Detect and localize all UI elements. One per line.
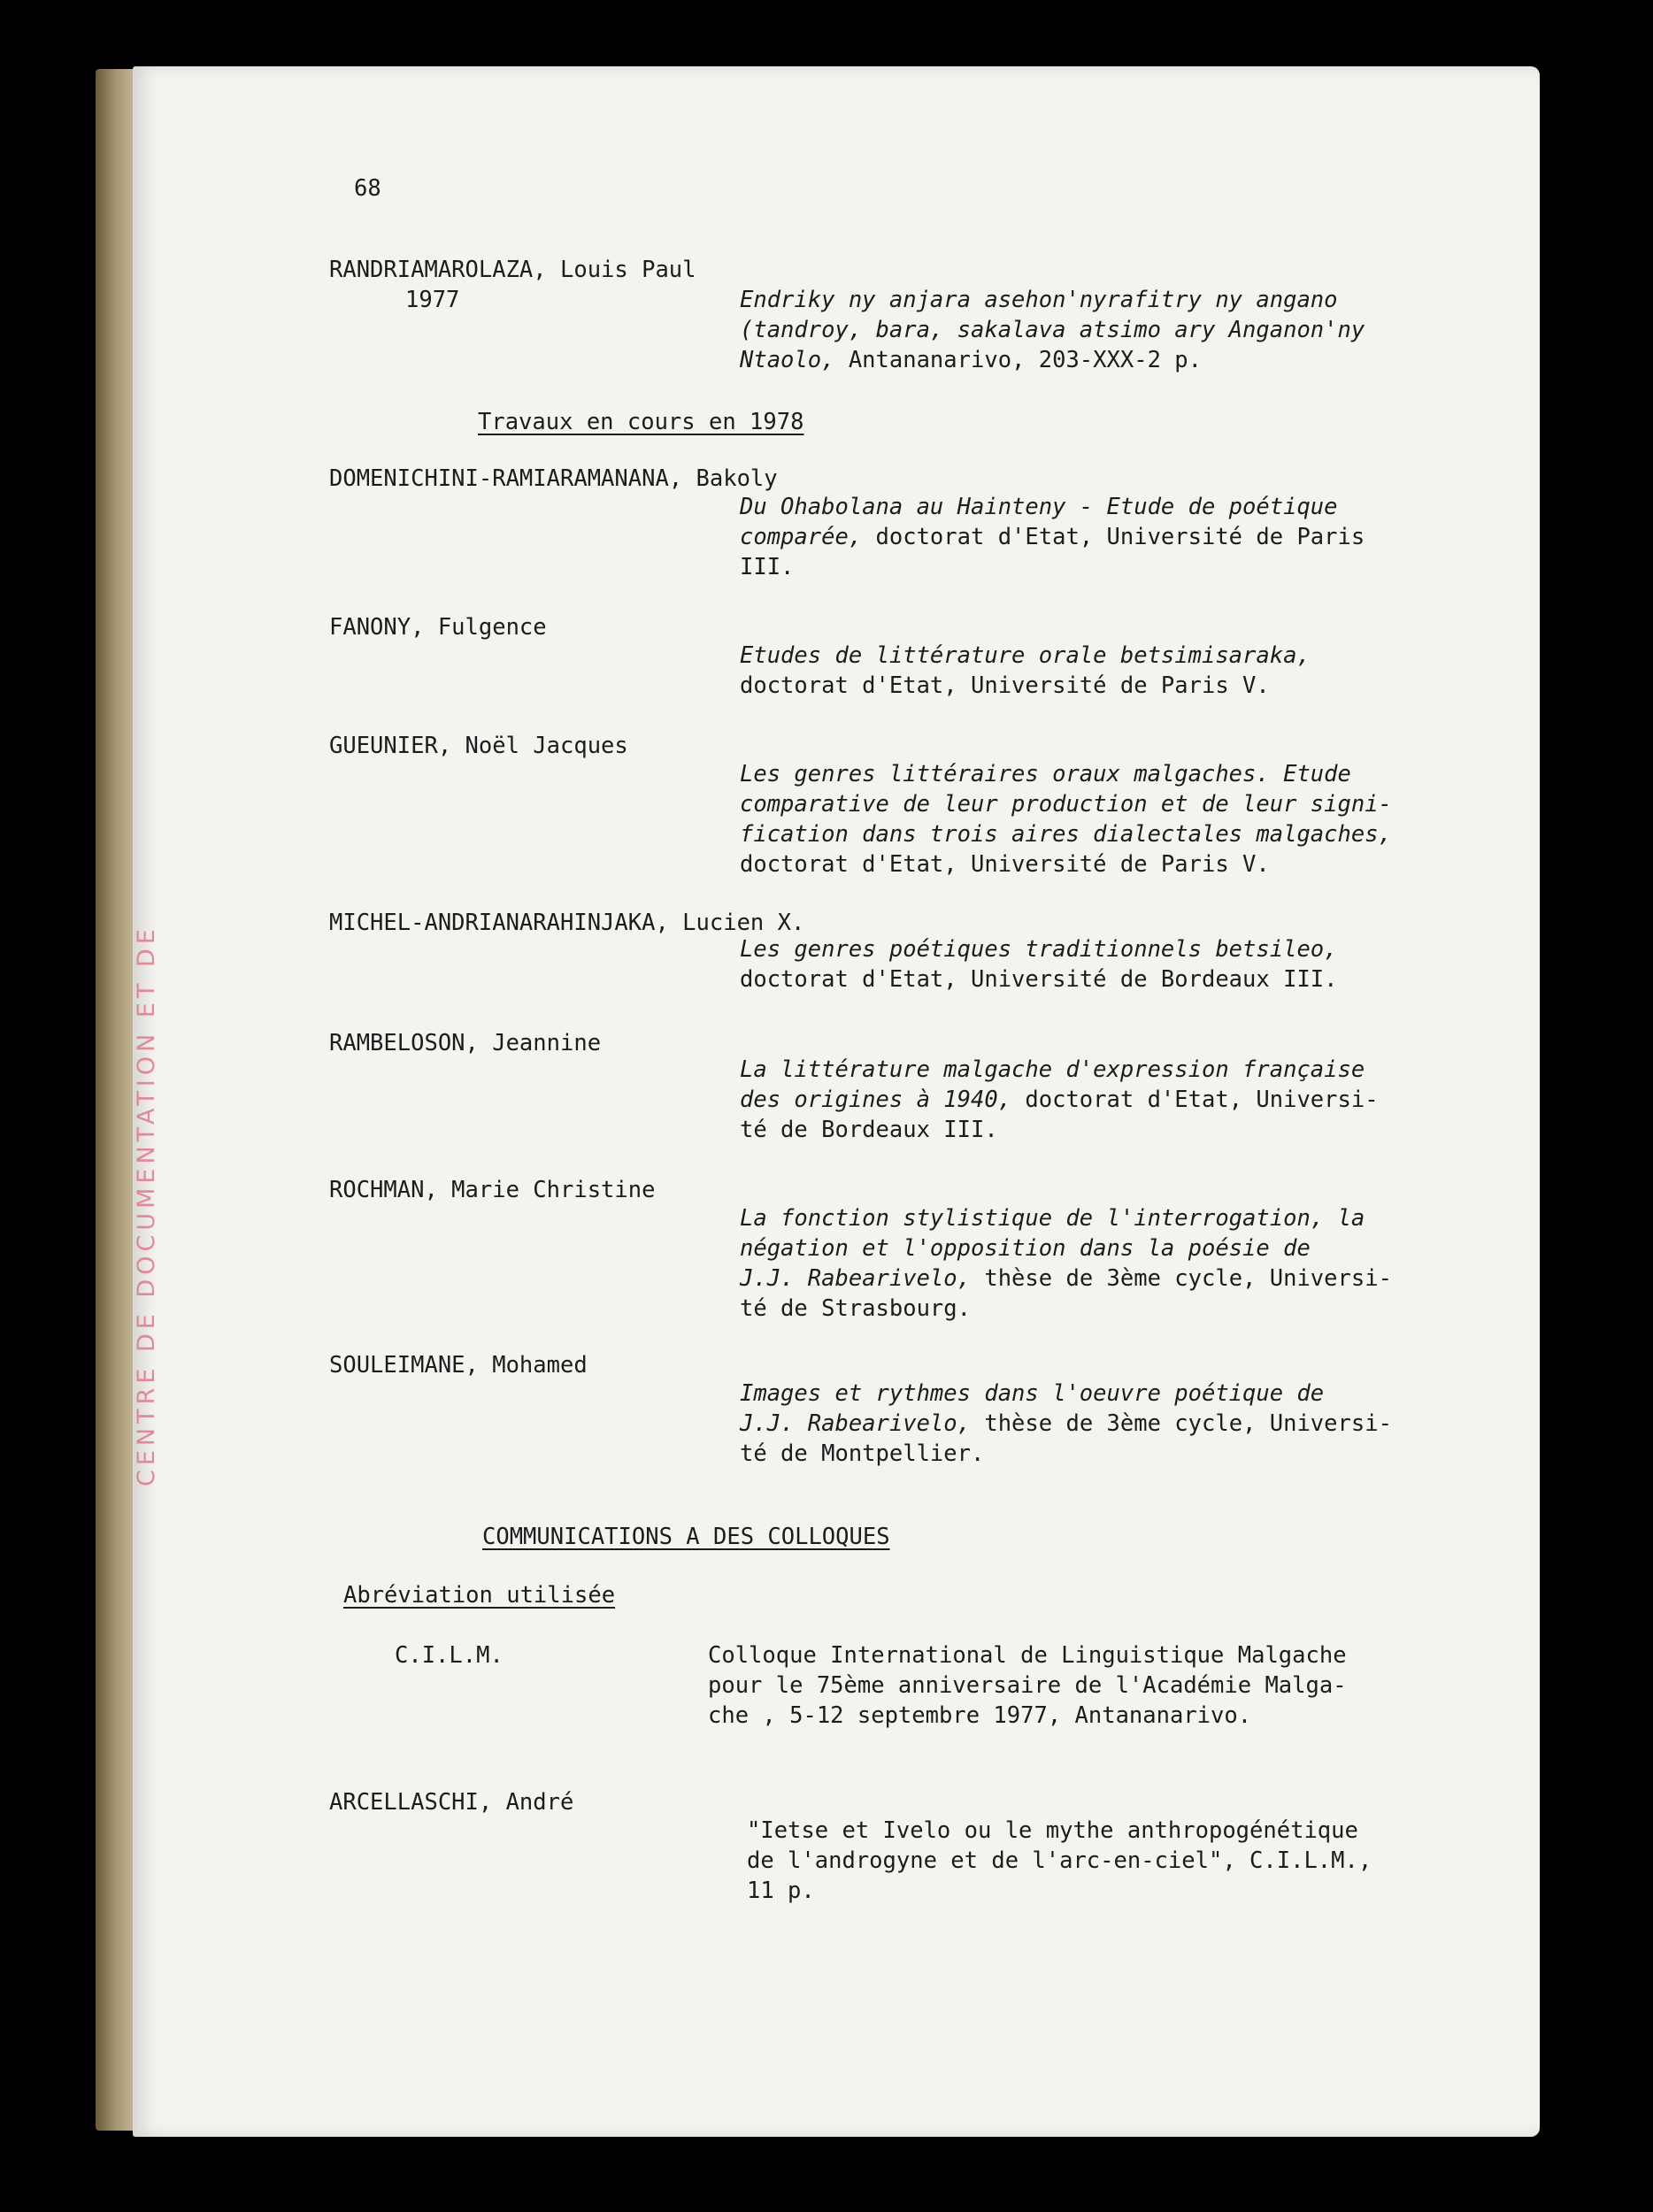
entry-year: 1977 xyxy=(405,287,460,313)
entry-description: "Ietse et Ivelo ou le mythe anthropogénétique de l'androgyne et de l'arc-en-ciel", C.I.L.M., 11 p. xyxy=(747,1817,1372,1904)
entry-description xyxy=(740,285,1365,375)
entry-author: ROCHMAN, Marie Christine xyxy=(329,1177,656,1203)
section-heading-communications: COMMUNICATIONS A DES COLLOQUES xyxy=(482,1524,890,1550)
entry-line: Ntaolo, Antananarivo, 203-XXX-2 p. xyxy=(740,347,1202,373)
abbreviation-code: C.I.L.M. xyxy=(395,1642,504,1669)
entry-author: SOULEIMANE, Mohamed xyxy=(329,1352,588,1379)
section-heading-travaux: Travaux en cours en 1978 xyxy=(478,409,804,435)
entry-author: MICHEL-ANDRIANARAHINJAKA, Lucien X. xyxy=(329,910,805,936)
entry-description: La fonction stylistique de l'interrogation, la négation et l'opposition dans la poésie de J.J. Rabearivelo, thèse de 3ème cycle, Universi- té de Strasbourg. xyxy=(740,1205,1392,1322)
abbreviation-definition: Colloque International de Linguistique Malgache pour le 75ème anniversaire de l'Académie Malga- che , 5-12 septembre 1977, Antananarivo. xyxy=(708,1642,1347,1729)
entry-author: DOMENICHINI-RAMIARAMANANA, Bakoly xyxy=(329,465,778,492)
entry-description: Du Ohabolana au Hainteny - Etude de poétique comparée, doctorat d'Etat, Université de Paris III. xyxy=(740,494,1365,580)
entry-author: RANDRIAMAROLAZA, Louis Paul xyxy=(329,257,696,283)
entry-line: (tandroy, bara, sakalava atsimo ary Anganon'ny xyxy=(740,317,1365,343)
subsection-heading-abbreviation: Abréviation utilisée xyxy=(343,1582,616,1609)
entry-description: Les genres littéraires oraux malgaches. Etude comparative de leur production et de leur signi- fication dans trois aires dialectales malgaches, doctorat d'Etat, Université de Paris V. xyxy=(740,761,1392,878)
entry-description: Les genres poétiques traditionnels betsileo, doctorat d'Etat, Université de Bordeaux III. xyxy=(740,936,1338,993)
entry-description: Etudes de littérature orale betsimisaraka, doctorat d'Etat, Université de Paris V. xyxy=(740,642,1311,699)
library-stamp: CENTRE DE DOCUMENTATION ET DE xyxy=(133,925,160,1486)
entry-author: ARCELLASCHI, André xyxy=(329,1789,574,1816)
entry-line: Endriky ny anjara asehon'nyrafitry ny angano xyxy=(740,287,1338,313)
entry-author: GUEUNIER, Noël Jacques xyxy=(329,733,628,759)
entry-author: RAMBELOSON, Jeannine xyxy=(329,1030,602,1056)
page-number: 68 xyxy=(354,175,381,202)
entry-author: FANONY, Fulgence xyxy=(329,614,547,641)
entry-description: La littérature malgache d'expression française des origines à 1940, doctorat d'Etat, Universi- té de Bordeaux III. xyxy=(740,1056,1379,1143)
entry-description: Images et rythmes dans l'oeuvre poétique de J.J. Rabearivelo, thèse de 3ème cycle, Universi- té de Montpellier. xyxy=(740,1380,1392,1467)
